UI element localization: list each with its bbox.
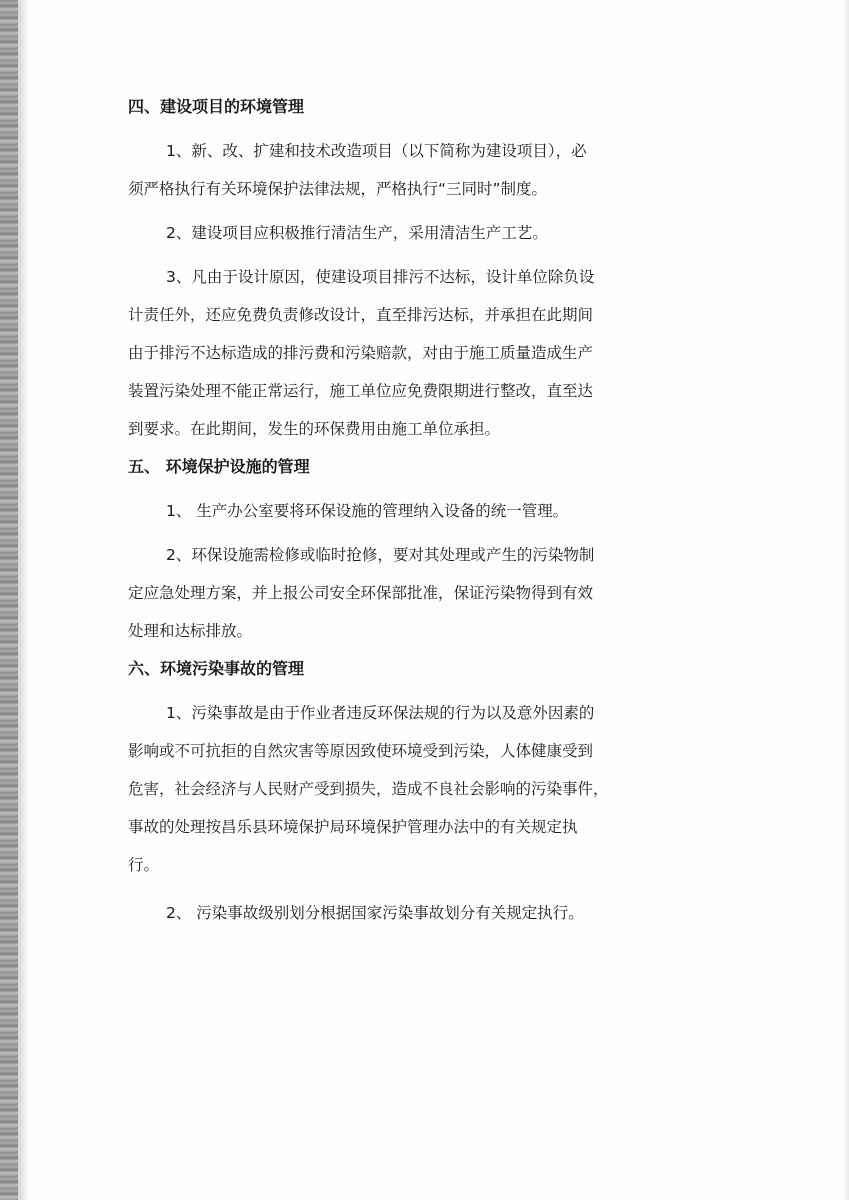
text-line: 装置污染处理不能正常运行，施工单位应免费限期进行整改，直至达: [128, 382, 594, 400]
paragraph: [128, 894, 728, 932]
scan-right-edge: [843, 0, 849, 1200]
text-line: 2、建设项目应积极推行清洁生产，采用清洁生产工艺。: [166, 224, 548, 242]
text-line: 行。: [128, 856, 160, 874]
text-line: 定应急处理方案，并上报公司安全环保部批准，保证污染物得到有效: [128, 584, 594, 602]
text-line: 1、 生产办公室要将环保设施的管理纳入设备的统一管理。: [166, 502, 569, 520]
text-line: 1、新、改、扩建和技术改造项目（以下简称为建设项目），必: [166, 142, 587, 160]
paragraph: [128, 694, 728, 884]
paragraph: [128, 492, 728, 530]
text-line: 处理和达标排放。: [128, 622, 253, 640]
text-line: 2、 污染事故级别划分根据国家污染事故划分有关规定执行。: [166, 904, 584, 922]
section-heading: 五、 环境保护设施的管理: [128, 457, 310, 476]
text-line: 影响或不可抗拒的自然灾害等原因致使环境受到污染，人体健康受到: [128, 742, 594, 760]
document-body: [128, 88, 728, 932]
text-line: 3、凡由于设计原因，使建设项目排污不达标，设计单位除负设: [166, 268, 595, 286]
text-line: 计责任外，还应免费负责修改设计，直至排污达标，并承担在此期间: [128, 306, 594, 324]
text-line: 由于排污不达标造成的排污费和污染赔款，对由于施工质量造成生产: [128, 344, 594, 362]
text-line: 1、污染事故是由于作业者违反环保法规的行为以及意外因素的: [166, 704, 595, 722]
section-6: [128, 650, 728, 932]
text-line: 危害，社会经济与人民财产受到损失，造成不良社会影响的污染事件，: [128, 780, 609, 798]
text-line: 2、环保设施需检修或临时抢修，要对其处理或产生的污染物制: [166, 546, 595, 564]
section-heading: 四、建设项目的环境管理: [128, 97, 305, 116]
text-line: 须严格执行有关环境保护法律法规，严格执行“三同时”制度。: [128, 180, 548, 198]
paragraph: [128, 536, 728, 650]
paragraph: [128, 132, 728, 208]
paragraph: [128, 214, 728, 252]
section-4: [128, 88, 728, 448]
text-line: 事故的处理按昌乐县环境保护局环境保护管理办法中的有关规定执: [128, 818, 578, 836]
section-heading: 六、环境污染事故的管理: [128, 659, 305, 678]
paragraph: [128, 258, 728, 448]
section-5: [128, 448, 728, 650]
text-line: 到要求。在此期间，发生的环保费用由施工单位承担。: [128, 420, 501, 438]
scan-binding-edge: [0, 0, 18, 1200]
